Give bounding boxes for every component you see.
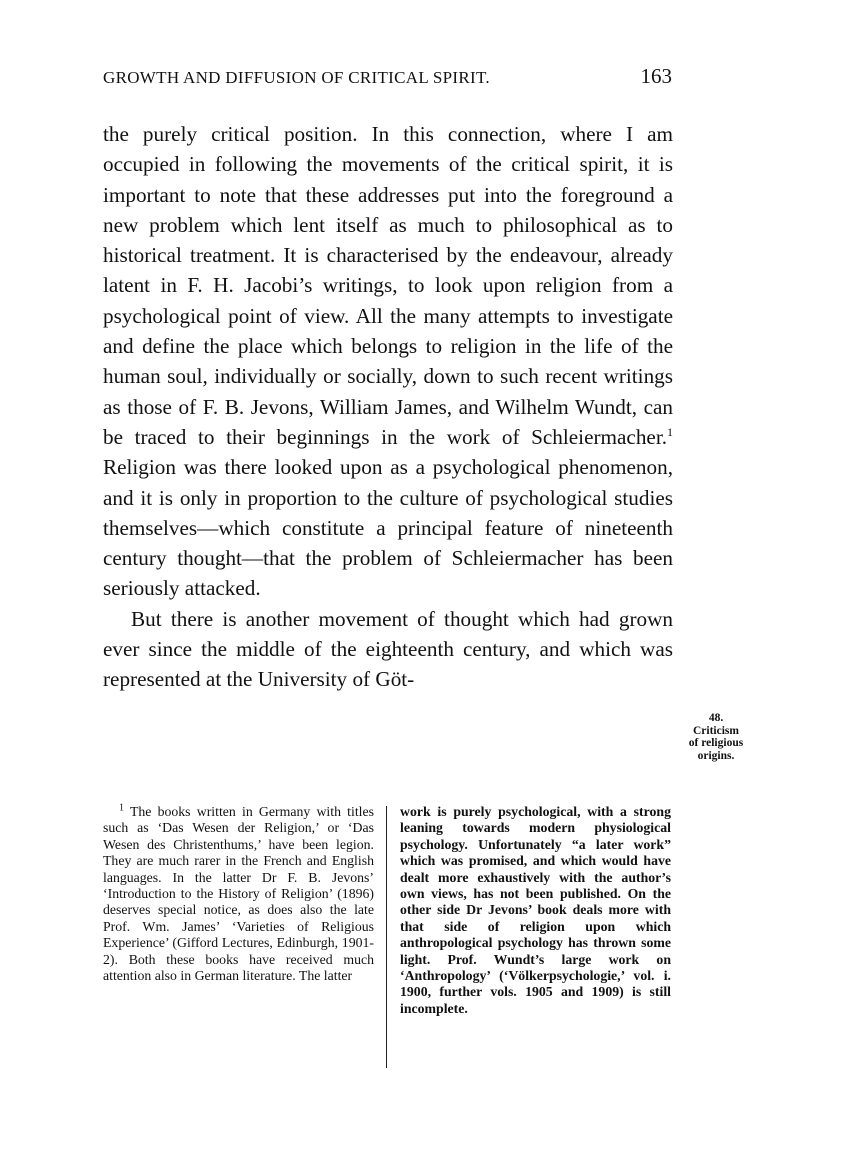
margin-note — [676, 712, 756, 762]
page-number: 163 — [640, 64, 672, 88]
margin-note-line-3: origins. — [697, 749, 735, 762]
paragraph-1-continuation: Religion was there looked upon as a psychological phenomenon, and it is only in proportion to the culture of psychological studies themselves—which constitute a principal feature of nineteenth century thought—that the problem of Schleiermacher has been seriously attacked. — [103, 455, 673, 601]
paragraph-1 — [103, 119, 673, 604]
margin-note-line-2: of religious — [688, 737, 744, 749]
margin-note-line-1: Criticism — [693, 724, 739, 737]
footnote-left-text — [103, 804, 374, 984]
running-head: GROWTH AND DIFFUSION OF CRITICAL SPIRIT. — [103, 68, 490, 87]
footnote-column-divider — [386, 806, 387, 1068]
margin-note-number: 48. — [708, 712, 724, 724]
footnote-left-column — [103, 804, 374, 984]
footnote-right-text: work is purely psychological, with a strong leaning towards modern physiological psychology. Unfortunately “a later work” which was promised, and which would have dealt more exhaustively with the author’s own views, has not been published. On the other side Dr Jevons’ book deals more with that side of religion upon which anthropological psychology has thrown some light. Prof. Wundt’s large work on ‘Anthropology’ (‘Völkerpsychologie,’ vol. i. 1900, further vols. 1905 and 1909) is still incomplete. — [400, 804, 671, 1016]
footnote-marker: 1 — [119, 802, 124, 814]
footnote-right-column — [400, 804, 671, 1017]
body-text — [103, 119, 673, 695]
paragraph-1-text: the purely critical position. In this connection, where I am occupied in following the movements of the critical spirit, it is important to note that these addresses put into the foreground a new problem which lent itself as much to philosophical as to historical treatment. It is characterised by the endeavour, already latent in F. H. Jacobi’s writings, to look upon religion from a psychological point of view. All the many attempts to investigate and define the place which belongs to religion in the life of the human soul, individually or socially, down to such recent writings as those of F. B. Jevons, William James, and Wilhelm Wundt, can be traced to their beginnings in the work of Schleiermacher. — [103, 122, 673, 449]
paragraph-2: But there is another movement of thought which had grown ever since the middle of the eighteenth century, and which was represented at the University of Göt- — [103, 606, 673, 692]
footnote-left-body: The books written in Germany with titles such as ‘Das Wesen der Religion,’ or ‘Das Wesen des Christenthums,’ have been legion. They are much rarer in the French and English languages. In the latter Dr F. B. Jevons’ ‘Introduction to the History of Religion’ (1896) deserves special notice, as does also the late Prof. Wm. James’ ‘Varieties of Religious Experience’ (Gifford Lectures, Edinburgh, 1901-2). Both these books have received much attention also in German literature. The latter — [103, 804, 374, 984]
footnote-reference: 1 — [667, 424, 673, 439]
